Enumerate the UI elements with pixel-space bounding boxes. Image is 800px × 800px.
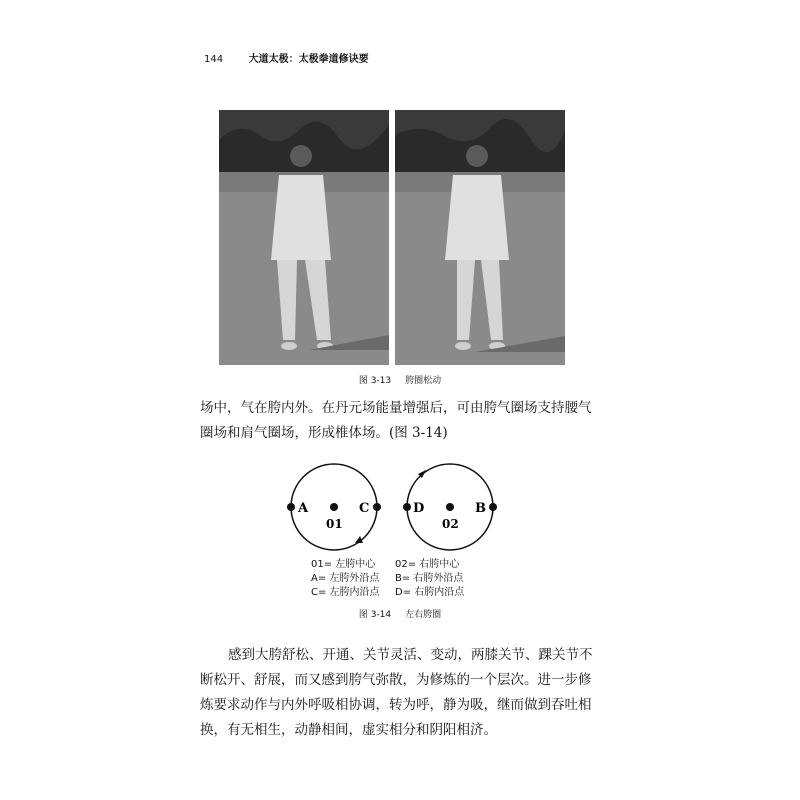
legend-item: B= 右胯外沿点	[395, 573, 464, 584]
left-hip-circle	[287, 464, 381, 550]
figure-number: 图 3-13	[358, 376, 392, 386]
hip-circles-diagram	[280, 456, 520, 560]
figure-title: 左右胯圈	[405, 610, 442, 620]
label-b: B	[475, 501, 486, 516]
point-a-dot	[287, 503, 295, 511]
label-01: 01	[326, 517, 343, 531]
legend-item: D= 右胯内沿点	[395, 587, 465, 598]
legend-item: A= 左胯外沿点	[311, 573, 380, 584]
legend-right	[395, 558, 464, 600]
photo-figure-3-13-right	[395, 110, 565, 365]
figure-number: 图 3-14	[358, 610, 392, 620]
photo-figure-3-13-left	[219, 110, 389, 365]
center-01-dot	[330, 503, 338, 511]
running-header	[204, 50, 369, 65]
label-02: 02	[442, 517, 459, 531]
center-02-dot	[446, 503, 454, 511]
body-paragraph-2: 感到大胯舒松、开通、关节灵活、变动，两膝关节、踝关节不断松开、舒展，而又感到胯气弥散，为修炼的一个层次。进一步修炼要求动作与内外呼吸相协调，转为呼，静为吸，继而做到吞吐相换，有无相生，动静相间，虚实相分和阴阳相济。	[200, 647, 593, 738]
label-d: D	[413, 501, 425, 516]
legend-item: 02= 右胯中心	[395, 559, 460, 570]
legend-item: 01= 左胯中心	[311, 559, 376, 570]
point-b-dot	[489, 503, 497, 511]
label-c: C	[359, 501, 370, 516]
body-paragraph-1: 场中，气在胯内外。在丹元场能量增强后，可由胯气圈场支持腰气圈场和肩气圈场，形成椎体场。(图 3-14)	[200, 400, 592, 441]
legend-left	[311, 558, 380, 600]
point-c-dot	[373, 503, 381, 511]
label-a: A	[298, 501, 309, 516]
figure-title: 胯圈松动	[405, 376, 442, 386]
legend-item: C= 左胯内沿点	[311, 587, 380, 598]
page-number: 144	[204, 54, 224, 65]
figure-3-14-caption	[0, 607, 800, 620]
right-hip-circle	[403, 464, 497, 550]
book-title: 大道太极：太极拳道修诀要	[248, 54, 369, 65]
point-d-dot	[403, 503, 411, 511]
figure-3-13-caption	[0, 373, 800, 386]
